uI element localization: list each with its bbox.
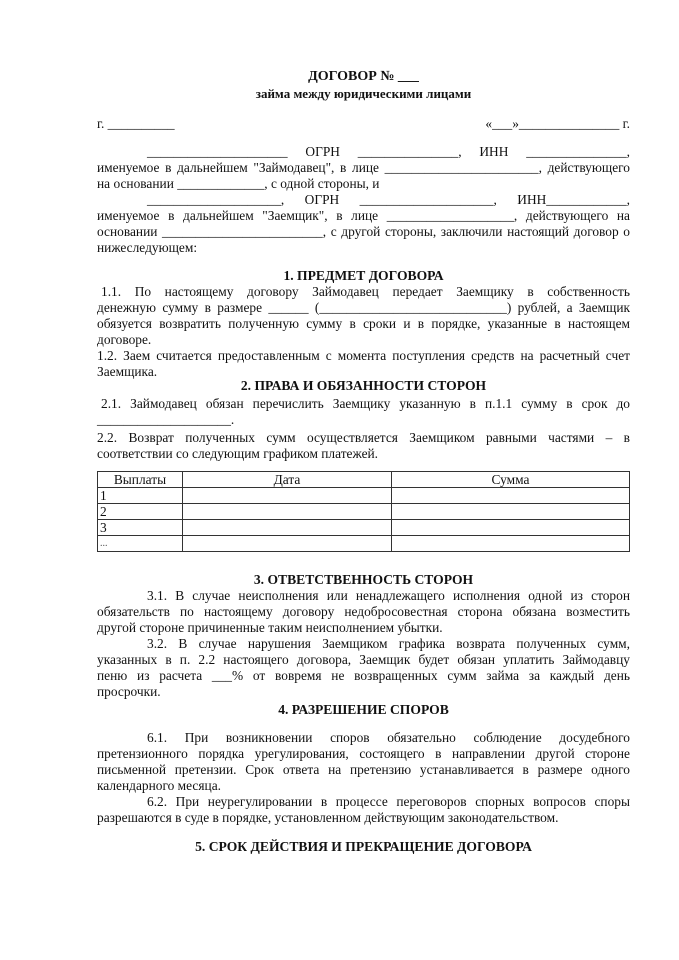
paragraph-line: ____________________.	[97, 412, 235, 427]
section-1	[97, 268, 630, 380]
paragraph-line: календарного месяца.	[97, 778, 221, 793]
table-cell	[392, 504, 630, 520]
table-cell: 2	[98, 504, 183, 520]
section-4	[97, 702, 630, 826]
section-heading: 5. СРОК ДЕЙСТВИЯ И ПРЕКРАЩЕНИЕ ДОГОВОРА	[195, 839, 532, 854]
table-cell	[183, 536, 392, 552]
party1-line: именуемое в дальнейшем "Займодавец", в лице _______________________, действующего	[97, 160, 630, 175]
table-row	[98, 488, 630, 504]
paragraph-line: соответствии со следующим графиком платежей.	[97, 446, 379, 461]
party2-line: именуемое в дальнейшем "Заемщик", в лице ___________________, действующего на	[97, 208, 630, 223]
paragraph-line: обязуется возвратить полученную сумму в сроки и в порядке, указанные в настоящем	[97, 316, 630, 331]
section-2	[97, 378, 630, 462]
table-cell	[183, 504, 392, 520]
paragraph-line: 1.1. По настоящему договору Займодавец передает Заемщику в собственность	[101, 284, 630, 299]
paragraph-line: указанных в п. 2.2 настоящего договора, Заемщик будет обязан уплатить Займодавцу	[97, 652, 630, 667]
section-3	[97, 572, 630, 700]
paragraph-line: другой стороне причиненные таким неисполнением убытки.	[97, 620, 443, 635]
preamble	[97, 144, 630, 256]
paragraph-line: разрешаются в суде в порядке, установленном действующим законодательством.	[97, 810, 559, 825]
table-cell	[392, 520, 630, 536]
party1-line: _____________________ ОГРН _______________, ИНН _______________,	[147, 144, 630, 159]
place-date-line	[97, 116, 630, 132]
paragraph-line: 3.2. В случае нарушения Заемщиком графика возврата полученных сумм,	[147, 636, 630, 651]
date-field: «___»_______________ г.	[485, 116, 630, 131]
paragraph-line: письменной претензии. Срок ответа на претензию устанавливается в размере одного	[97, 762, 630, 777]
paragraph-line: 1.2. Заем считается предоставленным с момента поступления средств на расчетный счет	[97, 348, 630, 363]
column-header: Дата	[183, 472, 392, 488]
column-header: Выплаты	[98, 472, 183, 488]
table-cell: 1	[98, 488, 183, 504]
table-cell: ...	[98, 536, 183, 552]
document-header	[97, 68, 630, 102]
section-heading: 4. РАЗРЕШЕНИЕ СПОРОВ	[278, 702, 449, 717]
table-cell	[392, 536, 630, 552]
document-subtitle: займа между юридическими лицами	[255, 86, 472, 101]
paragraph-line: 2.1. Займодавец обязан перечислить Заемщику указанную в п.1.1 сумму в срок до	[101, 396, 630, 411]
paragraph-line: Заемщика.	[97, 364, 158, 379]
city-field: г. __________	[97, 116, 175, 131]
table-header-row	[98, 472, 630, 488]
section-heading: 1. ПРЕДМЕТ ДОГОВОРА	[283, 268, 444, 283]
table-cell: 3	[98, 520, 183, 536]
paragraph-line: 3.1. В случае неисполнения или ненадлежащего исполнения одной из сторон	[147, 588, 630, 603]
paragraph-line: 6.2. При неурегулировании в процессе переговоров спорных вопросов споры	[147, 794, 630, 809]
section-heading: 3. ОТВЕТСТВЕННОСТЬ СТОРОН	[253, 572, 474, 587]
table-row	[98, 520, 630, 536]
column-header: Сумма	[392, 472, 630, 488]
table-row	[98, 536, 630, 552]
paragraph-line: обязательств по настоящему договору недобросовестная сторона обязана возместить	[97, 604, 630, 619]
party1-line: на основании _____________, с одной стороны, и	[97, 176, 380, 191]
table-cell	[392, 488, 630, 504]
table-cell	[183, 488, 392, 504]
paragraph-line: 6.1. При возникновении споров обязательно соблюдение досудебного	[147, 730, 630, 745]
party2-line: ____________________, ОГРН ____________________, ИНН____________,	[147, 192, 630, 207]
payment-schedule-table	[97, 471, 630, 552]
paragraph-line: пеню из расчета ___% от вовремя не возвращенных сумм займа за каждый день	[97, 668, 630, 683]
section-5	[97, 839, 630, 855]
party2-line: основании ________________________, с другой стороны, заключили настоящий договор о	[97, 224, 630, 239]
paragraph-line: договоре.	[97, 332, 152, 347]
party2-line: нижеследующем:	[97, 240, 198, 255]
paragraph-line: 2.2. Возврат полученных сумм осуществляется Заемщиком равными частями – в	[97, 430, 630, 445]
paragraph-line: денежную сумму в размере ______ (____________________________) рублей, а Заемщик	[97, 300, 630, 315]
table-cell	[183, 520, 392, 536]
document-title: ДОГОВОР № ___	[308, 69, 419, 84]
paragraph-line: претензионного порядка урегулирования, состоящего в направлении другой стороне	[97, 746, 630, 761]
paragraph-line: просрочки.	[97, 684, 161, 699]
table-row	[98, 504, 630, 520]
section-heading: 2. ПРАВА И ОБЯЗАННОСТИ СТОРОН	[240, 378, 487, 393]
